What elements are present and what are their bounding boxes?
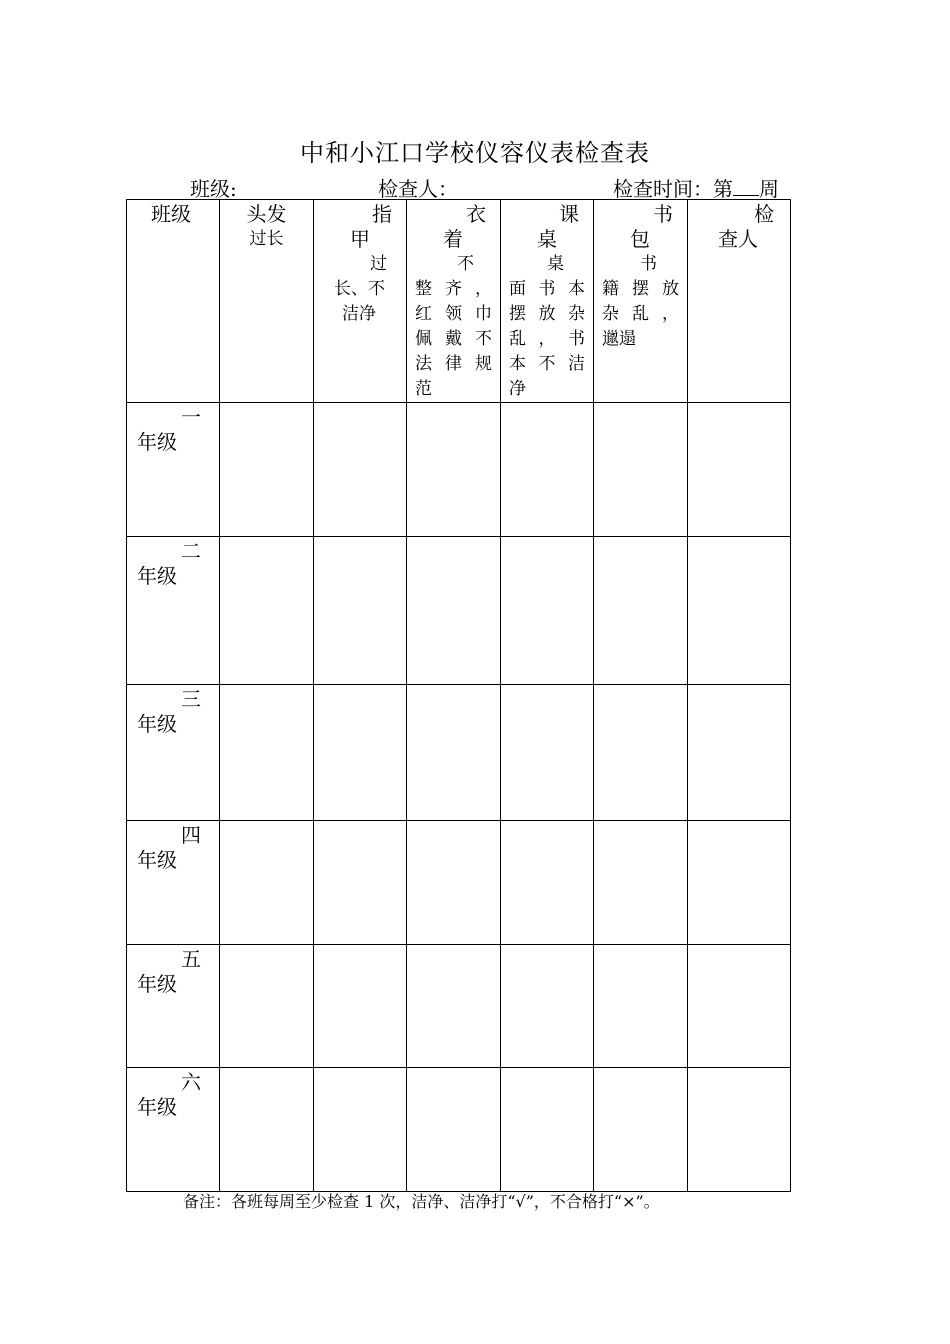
header-bag — [594, 200, 688, 403]
desk-title-1: 课 — [559, 202, 579, 226]
cell-bag[interactable] — [594, 537, 688, 685]
cell-hair[interactable] — [220, 685, 314, 821]
header-nail — [314, 200, 407, 403]
nail-desc-1: 过 — [370, 254, 387, 274]
grade-number: 二 — [181, 539, 201, 563]
clothes-desc-1: 不 — [457, 254, 474, 274]
header-hair — [220, 200, 314, 403]
cell-hair[interactable] — [220, 537, 314, 685]
desk-desc-1: 桌 — [547, 254, 564, 274]
cell-bag[interactable] — [594, 403, 688, 537]
clothes-desc-3: 红领巾 — [415, 304, 492, 324]
bag-desc-2: 籍摆放 — [602, 279, 679, 299]
grade-label — [127, 945, 220, 1068]
grade-number: 三 — [181, 687, 201, 711]
clothes-title-2: 着 — [443, 227, 463, 251]
grade-word: 年级 — [137, 1095, 177, 1119]
cell-nail[interactable] — [314, 403, 407, 537]
cell-desk[interactable] — [501, 945, 594, 1068]
cell-desk[interactable] — [501, 821, 594, 945]
cell-inspector[interactable] — [688, 945, 791, 1068]
grade-word: 年级 — [137, 972, 177, 996]
grade-label — [127, 685, 220, 821]
cell-clothes[interactable] — [407, 821, 501, 945]
cell-bag[interactable] — [594, 945, 688, 1068]
header-desk — [501, 200, 594, 403]
page-title: 中和小江口学校仪容仪表检查表 — [300, 139, 650, 167]
inspection-table — [126, 199, 791, 1192]
cell-nail[interactable] — [314, 945, 407, 1068]
cell-inspector[interactable] — [688, 685, 791, 821]
cell-hair[interactable] — [220, 945, 314, 1068]
desk-desc-6: 净 — [509, 379, 526, 399]
cell-clothes[interactable] — [407, 685, 501, 821]
clothes-desc-2: 整齐， — [415, 279, 492, 299]
table-row — [127, 945, 791, 1068]
cell-nail[interactable] — [314, 821, 407, 945]
week-blank — [733, 177, 759, 196]
grade-number: 四 — [181, 823, 201, 847]
cell-clothes[interactable] — [407, 945, 501, 1068]
cell-hair[interactable] — [220, 1068, 314, 1192]
inspector-label: 检查人： — [378, 177, 458, 201]
nail-desc-3: 洁净 — [342, 304, 376, 324]
table-row — [127, 821, 791, 945]
cell-bag[interactable] — [594, 1068, 688, 1192]
cell-inspector[interactable] — [688, 1068, 791, 1192]
cell-clothes[interactable] — [407, 403, 501, 537]
nail-title-2: 甲 — [350, 227, 370, 251]
grade-label — [127, 821, 220, 945]
grade-label — [127, 403, 220, 537]
cell-desk[interactable] — [501, 1068, 594, 1192]
bag-desc-1: 书 — [640, 254, 657, 274]
footnote: 备注：各班每周至少检查 1 次，洁净、洁净打“√”，不合格打“×”。 — [183, 1192, 660, 1211]
clothes-desc-4: 佩戴不 — [415, 329, 492, 349]
hair-desc: 过长 — [249, 229, 284, 249]
time-suffix: 周 — [759, 177, 779, 201]
desk-desc-3: 摆放杂 — [509, 304, 585, 324]
inspection-time-label — [613, 173, 779, 199]
header-row — [127, 200, 791, 403]
time-prefix: 检查时间：第 — [613, 177, 733, 201]
nail-desc-2: 长、不 — [334, 279, 385, 299]
cell-inspector[interactable] — [688, 403, 791, 537]
cell-nail[interactable] — [314, 1068, 407, 1192]
table-row — [127, 537, 791, 685]
cell-nail[interactable] — [314, 685, 407, 821]
clothes-desc-5: 法律规 — [415, 354, 492, 374]
desk-title-2: 桌 — [537, 227, 557, 251]
grade-word: 年级 — [137, 712, 177, 736]
clothes-title-1: 衣 — [466, 202, 486, 226]
desk-desc-2: 面书本 — [509, 279, 585, 299]
grade-number: 一 — [181, 405, 201, 429]
cell-desk[interactable] — [501, 403, 594, 537]
inspector-title-1: 检 — [754, 202, 774, 226]
cell-bag[interactable] — [594, 821, 688, 945]
bag-title-1: 书 — [653, 202, 673, 226]
table-row — [127, 685, 791, 821]
class-label: 班级: — [190, 177, 237, 201]
cell-bag[interactable] — [594, 685, 688, 821]
bag-title-2: 包 — [630, 227, 650, 251]
cell-clothes[interactable] — [407, 537, 501, 685]
grade-label — [127, 1068, 220, 1192]
cell-desk[interactable] — [501, 537, 594, 685]
grade-word: 年级 — [137, 430, 177, 454]
grade-number: 五 — [181, 947, 201, 971]
bag-desc-3: 杂乱， — [602, 304, 679, 324]
cell-hair[interactable] — [220, 821, 314, 945]
table-row — [127, 1068, 791, 1192]
table-row — [127, 403, 791, 537]
cell-desk[interactable] — [501, 685, 594, 821]
desk-desc-5: 本不洁 — [509, 354, 585, 374]
desk-desc-4: 乱，书 — [509, 329, 585, 349]
header-class: 班级 — [127, 200, 220, 403]
bag-desc-4: 邋遢 — [602, 329, 636, 349]
grade-word: 年级 — [137, 564, 177, 588]
cell-clothes[interactable] — [407, 1068, 501, 1192]
grade-label — [127, 537, 220, 685]
nail-title-1: 指 — [372, 202, 392, 226]
cell-hair[interactable] — [220, 403, 314, 537]
clothes-desc-6: 范 — [415, 379, 432, 399]
hair-title: 头发 — [246, 202, 287, 226]
cell-nail[interactable] — [314, 537, 407, 685]
grade-number: 六 — [181, 1070, 201, 1094]
header-inspector — [688, 200, 791, 403]
header-clothes — [407, 200, 501, 403]
inspector-title-2: 查人 — [718, 227, 758, 251]
cell-inspector[interactable] — [688, 821, 791, 945]
grade-word: 年级 — [137, 848, 177, 872]
cell-inspector[interactable] — [688, 537, 791, 685]
